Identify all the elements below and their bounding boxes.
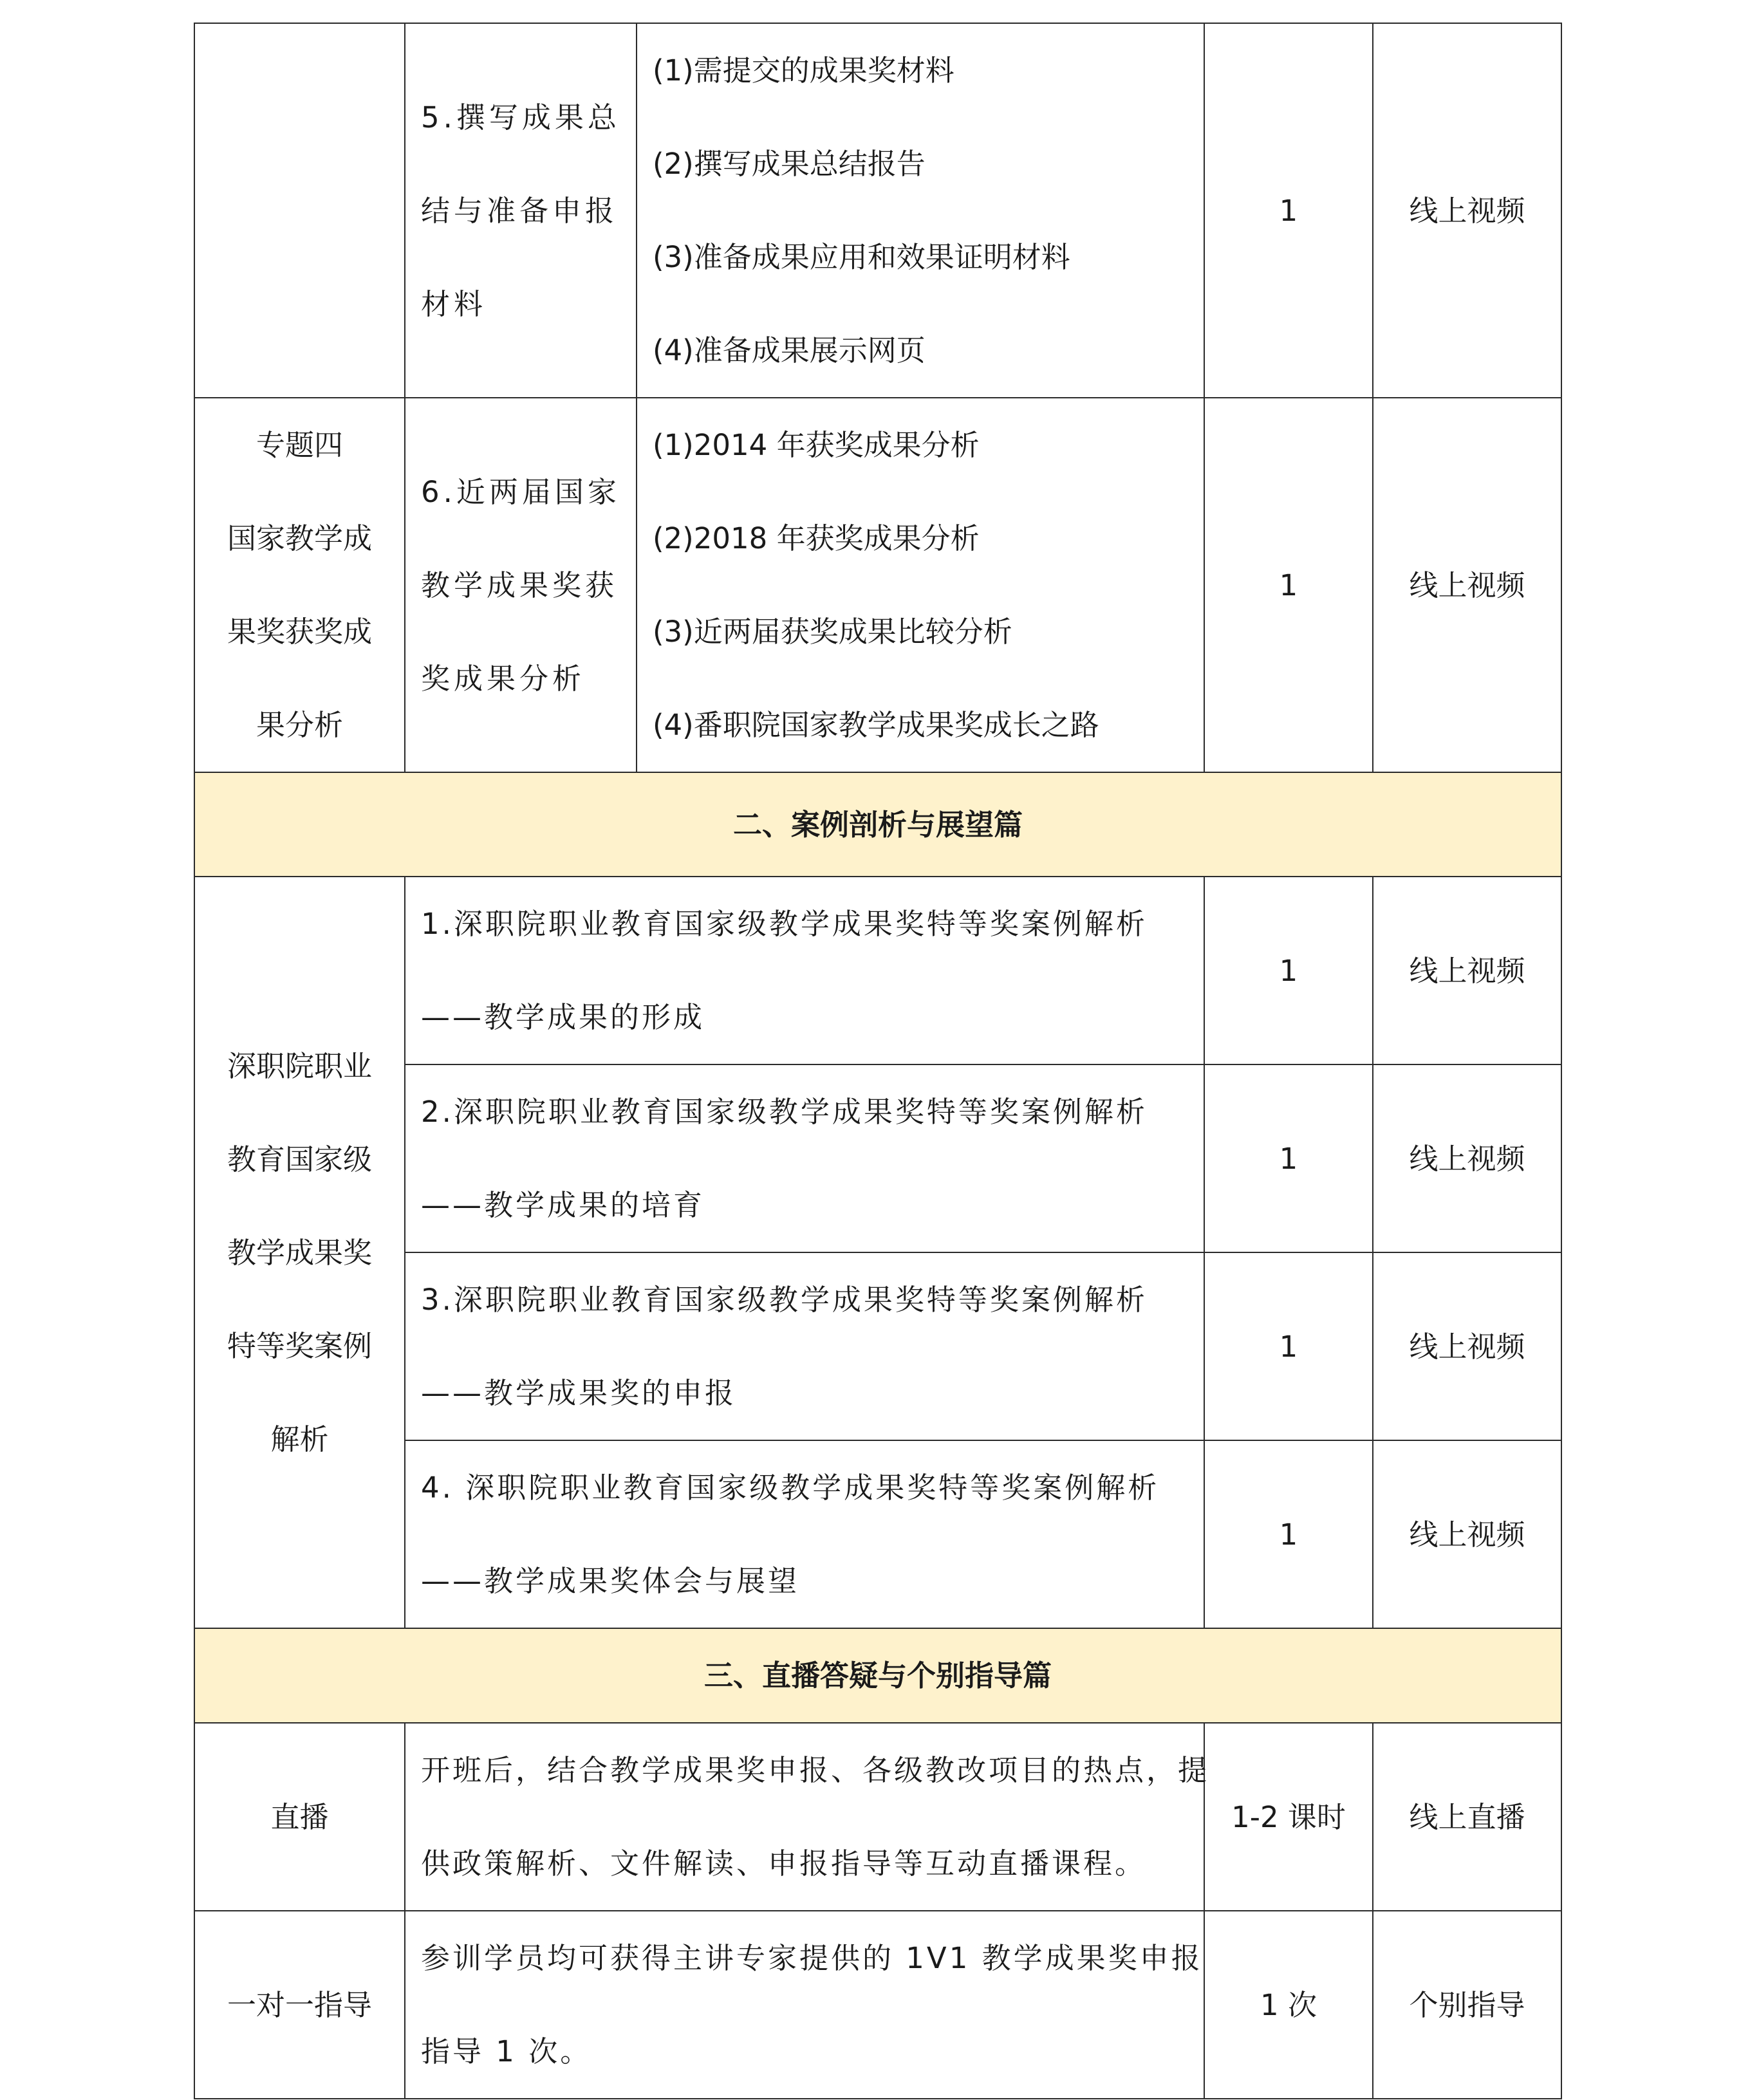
item-line: 参训学员均可获得主讲专家提供的 1V1 教学成果奖申报	[421, 1941, 1203, 1975]
item-line: ——教学成果奖的申报	[421, 1376, 737, 1410]
content-line: (1)2014 年获奖成果分析	[653, 428, 980, 462]
hours-cell: 1	[1204, 877, 1373, 1064]
topic-line: 果奖获奖成	[227, 615, 372, 649]
hours-cell: 1	[1204, 1440, 1373, 1628]
content-cell	[637, 398, 1204, 772]
item-line: 结与准备申报	[421, 193, 619, 228]
topic-line: 教育国家级	[227, 1142, 372, 1176]
content-line: (2)2018 年获奖成果分析	[653, 521, 980, 555]
topic-line: 深职院职业	[227, 1048, 372, 1083]
hours-cell: 1	[1204, 23, 1373, 398]
hours-cell: 1-2 课时	[1204, 1723, 1373, 1911]
mode-cell: 个别指导	[1373, 1911, 1561, 2099]
item-line: ——教学成果的形成	[421, 1000, 705, 1034]
table-row	[194, 23, 1561, 398]
table-row	[194, 877, 1561, 1064]
topic-line: 解析	[270, 1422, 329, 1456]
topic-cell: 直播	[194, 1723, 405, 1911]
item-cell	[405, 1723, 1210, 1911]
item-line: 5.撰写成果总	[421, 100, 620, 135]
item-line: 材料	[421, 286, 487, 321]
item-line: ——教学成果的培育	[421, 1188, 705, 1222]
content-line: (4)准备成果展示网页	[653, 333, 926, 367]
item-line: 供政策解析、文件解读、申报指导等互动直播课程。	[421, 1846, 1147, 1881]
item-cell	[405, 877, 1204, 1064]
item-line: 4. 深职院职业教育国家级教学成果奖特等奖案例解析	[421, 1471, 1160, 1505]
mode-cell: 线上视频	[1373, 1440, 1561, 1628]
content-line: (3)近两届获奖成果比较分析	[653, 615, 1012, 649]
section-title: 二、案例剖析与展望篇	[194, 772, 1561, 877]
topic-line: 教学成果奖	[227, 1235, 372, 1270]
mode-cell: 线上视频	[1373, 1252, 1561, 1440]
hours-cell: 1	[1204, 1252, 1373, 1440]
table-row	[194, 398, 1561, 772]
table-row	[194, 1911, 1561, 2099]
section-header-row	[194, 1628, 1561, 1723]
topic-line: 专题四	[256, 428, 343, 462]
item-line: 1.深职院职业教育国家级教学成果奖特等奖案例解析	[421, 907, 1148, 941]
table-row	[194, 1723, 1561, 1911]
hours-cell: 1	[1204, 398, 1373, 772]
topic-line: 国家教学成	[227, 521, 372, 555]
content-line: (3)准备成果应用和效果证明材料	[653, 240, 1070, 274]
topic-line: 果分析	[256, 708, 343, 742]
hours-cell: 1 次	[1204, 1911, 1373, 2099]
item-line: 开班后，结合教学成果奖申报、各级教改项目的热点，提	[421, 1753, 1210, 1787]
hours-cell: 1	[1204, 1064, 1373, 1252]
section-header-row	[194, 772, 1561, 877]
item-cell	[405, 23, 637, 398]
topic-cell	[194, 398, 405, 772]
item-line: 2.深职院职业教育国家级教学成果奖特等奖案例解析	[421, 1095, 1148, 1129]
item-cell	[405, 1064, 1204, 1252]
course-schedule-table	[194, 23, 1562, 2099]
topic-cell	[194, 877, 405, 1628]
content-cell	[637, 23, 1204, 398]
topic-line: 特等奖案例	[227, 1328, 372, 1363]
item-cell	[405, 1911, 1204, 2099]
item-line: 指导 1 次。	[421, 2034, 592, 2068]
mode-cell: 线上视频	[1373, 1064, 1561, 1252]
mode-cell: 线上视频	[1373, 398, 1561, 772]
section-title: 三、直播答疑与个别指导篇	[194, 1628, 1561, 1723]
mode-cell: 线上视频	[1373, 23, 1561, 398]
content-line: (1)需提交的成果奖材料	[653, 53, 954, 88]
topic-cell: 一对一指导	[194, 1911, 405, 2099]
item-line: 6.近两届国家	[421, 474, 620, 509]
item-line: 教学成果奖获	[421, 568, 619, 602]
item-line: 奖成果分析	[421, 661, 586, 696]
item-line: ——教学成果奖体会与展望	[421, 1564, 800, 1598]
mode-cell: 线上视频	[1373, 877, 1561, 1064]
item-cell	[405, 1440, 1204, 1628]
item-cell	[405, 398, 637, 772]
content-line: (2)撰写成果总结报告	[653, 147, 926, 181]
topic-cell-empty	[194, 23, 405, 398]
mode-cell: 线上直播	[1373, 1723, 1561, 1911]
item-cell	[405, 1252, 1204, 1440]
content-line: (4)番职院国家教学成果奖成长之路	[653, 708, 1099, 742]
item-line: 3.深职院职业教育国家级教学成果奖特等奖案例解析	[421, 1283, 1148, 1317]
